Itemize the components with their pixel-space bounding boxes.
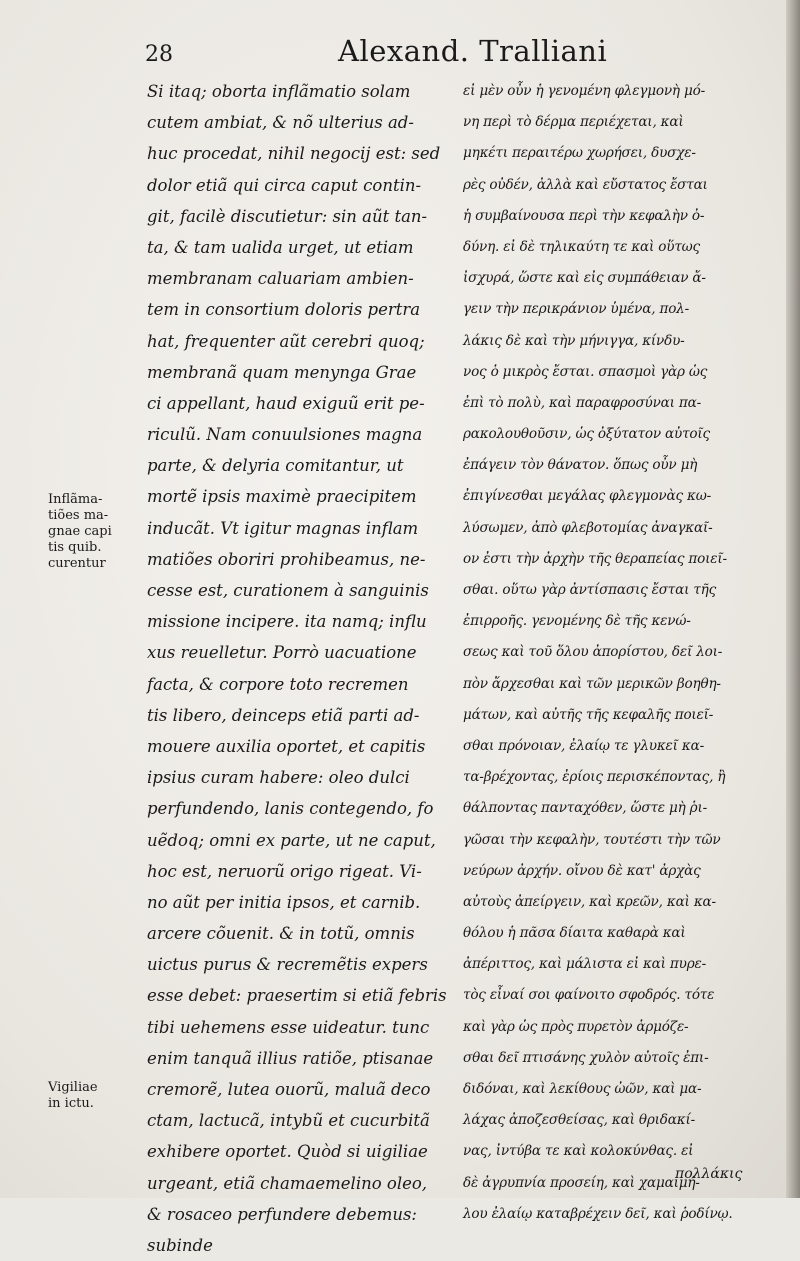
greek-text-line: νη περὶ τὸ δέρμα περιέχεται, καὶ [463, 114, 684, 131]
latin-text-line: parte, & delyria comitantur, ut [147, 456, 404, 476]
greek-text-line: τὸς εἶναί σοι φαίνοιτο σφοδρός. τότε [463, 987, 715, 1004]
greek-text-line: ἐπάγειν τὸν θάνατον. ὅπως οὖν μὴ [463, 457, 698, 474]
catchword: πολλάκις [675, 1166, 743, 1182]
latin-text-column [147, 76, 447, 1261]
greek-text-line: σεως καὶ τοῦ ὅλου ἀπορίστου, δεῖ λοι- [463, 644, 723, 661]
margin-note-line: gnae capi [48, 524, 112, 539]
margin-note-line: Vigiliae [48, 1080, 98, 1095]
greek-text-line: γειν τὴν περικράνιον ὑμένα, πολ- [463, 301, 689, 318]
greek-text-line: θάλποντας πανταχόθεν, ὥστε μὴ ῥι- [463, 800, 707, 817]
latin-text-line: matiões oboriri prohibeamus, ne- [147, 549, 426, 569]
margin-note-line: tis quib. [48, 540, 102, 555]
greek-text-line: καὶ γὰρ ὡς πρὸς πυρετὸν ἁρμόζε- [463, 1018, 689, 1035]
page-number: 28 [145, 42, 173, 67]
latin-text-line: Si itaq; oborta inflãmatio solam [147, 82, 411, 101]
latin-text-line: exhibere oportet. Quòd si uigiliae [147, 1142, 428, 1162]
greek-text-line: μάτων, καὶ αὐτῆς τῆς κεφαλῆς ποιεῖ- [463, 706, 714, 723]
latin-text-line: urgeant, etiã chamaemelino oleo, [147, 1173, 428, 1193]
latin-text-line: git, facilè discutietur: sin aũt tan- [147, 206, 428, 226]
greek-text-line: εἰ μὲν οὖν ἡ γενομένη φλεγμονὴ μό- [463, 83, 705, 99]
greek-text-line: ἐπὶ τὸ πολὺ, καὶ παραφροσύναι πα- [463, 394, 702, 411]
greek-text-line: λου ἐλαίῳ καταβρέχειν δεῖ, καὶ ῥοδίνῳ. [463, 1205, 733, 1222]
latin-text-line: tibi uehemens esse uideatur. tunc [147, 1017, 430, 1037]
margin-note-line: in ictu. [48, 1096, 94, 1111]
greek-text-line: ρακολουθοῦσιν, ὡς ὀξύτατον αὐτοῖς [463, 426, 710, 443]
greek-text-line: νεύρων ἀρχήν. οἴνου δὲ κατ' ἀρχὰς [463, 862, 701, 879]
greek-text-line: λάκις δὲ καὶ τὴν μήνιγγα, κίνδυ- [463, 332, 685, 349]
latin-text-line: esse debet: praesertim si etiã febris [147, 986, 447, 1006]
latin-text-line: tem in consortium doloris pertra [147, 300, 421, 320]
greek-text-line: λάχας ἀποζεσθείσας, καὶ θριδακί- [463, 1112, 695, 1129]
latin-text-line: hoc est, neruorũ origo rigeat. Vi- [147, 861, 422, 881]
greek-text-line: ἐπιρροῆς. γενομένης δὲ τῆς κενώ- [463, 613, 691, 630]
greek-text-line: νας, ἰντύβα τε καὶ κολοκύνθας. εἰ [463, 1143, 694, 1160]
greek-text-line: θόλου ἡ πᾶσα δίαιτα καθαρὰ καὶ [463, 925, 686, 942]
latin-text-line: uẽdoq; omni ex parte, ut ne caput, [147, 830, 436, 850]
greek-text-line: πὸν ἄρχεσθαι καὶ τῶν μερικῶν βοηθη- [463, 675, 721, 692]
latin-text-line: cremorẽ, lutea ouorũ, maluã deco [147, 1080, 431, 1099]
greek-text-line: τα-βρέχοντας, ἐρίοις περισκέποντας, ἢ [463, 769, 726, 786]
margin-note-line: tiões ma- [48, 508, 109, 523]
greek-text-line: ἡ συμβαίνουσα περὶ τὴν κεφαλὴν ὀ- [463, 207, 705, 224]
page-header [0, 34, 800, 74]
latin-text-line: ipsius curam habere: oleo dulci [147, 768, 410, 788]
greek-text-line: ἐπιγίνεσθαι μεγάλας φλεγμονὰς κω- [463, 488, 711, 505]
latin-text-line: subinde [147, 1235, 213, 1255]
latin-text-line: perfundendo, lanis contegendo, fo [147, 799, 434, 819]
latin-text-line: mouere auxilia oportet, et capitis [147, 736, 426, 756]
greek-text-line: αὐτοὺς ἀπείργειν, καὶ κρεῶν, καὶ κα- [463, 893, 716, 910]
greek-text-line: ον ἐστι τὴν ἀρχὴν τῆς θεραπείας ποιεῖ- [463, 550, 727, 567]
greek-text-line: λύσωμεν, ἀπὸ φλεβοτομίας ἀναγκαῖ- [463, 519, 713, 536]
latin-text-line: membranã quam menynga Grae [147, 362, 417, 382]
latin-text-line: enim tanquã illius ratiõe, ptisanae [147, 1048, 434, 1068]
latin-text-line: ci appellant, haud exiguũ erit pe- [147, 393, 425, 413]
greek-text-line: ἀπέριττος, καὶ μάλιστα εἰ καὶ πυρε- [463, 956, 706, 973]
margin-note-line: curentur [48, 556, 106, 571]
latin-text-line: tis libero, deinceps etiã parti ad- [147, 705, 420, 725]
latin-text-line: membranam caluariam ambien- [147, 269, 414, 289]
latin-text-line: inducãt. Vt igitur magnas inflam [147, 518, 419, 538]
latin-text-line: mortẽ ipsis maximè praecipitem [147, 487, 417, 507]
greek-text-line: δύνη. εἰ δὲ τηλικαύτη τε καὶ οὕτως [463, 238, 700, 255]
latin-text-line: uictus purus & recremẽtis expers [147, 955, 428, 975]
book-spine-shadow [786, 0, 800, 1198]
latin-text-line: & rosaceo perfundere debemus: [147, 1204, 417, 1224]
greek-text-line: νος ὁ μικρὸς ἔσται. σπασμοὶ γὰρ ὡς [463, 363, 708, 380]
latin-text-line: riculũ. Nam conuulsiones magna [147, 425, 423, 445]
latin-text-line: facta, & corpore toto recremen [147, 674, 409, 694]
latin-text-line: ctam, lactucã, intybũ et cucurbitã [147, 1111, 430, 1131]
greek-text-line: μηκέτι περαιτέρω χωρήσει, δυσχε- [463, 145, 696, 162]
greek-text-line: γῶσαι τὴν κεφαλὴν, τουτέστι τὴν τῶν [463, 831, 721, 848]
greek-text-line: διδόναι, καὶ λεκίθους ὠῶν, καὶ μα- [463, 1081, 702, 1097]
latin-text-line: cutem ambiat, & nõ ulterius ad- [147, 113, 414, 133]
margin-note-line: Inflãma- [48, 492, 103, 507]
latin-text-line: missione incipere. ita namq; influ [147, 612, 427, 632]
latin-text-line: xus reuelletur. Porrò uacuatione [147, 643, 417, 663]
greek-text-line: ἰσχυρά, ὥστε καὶ εἰς συμπάθειαν ἄ- [463, 270, 706, 287]
greek-text-line: σθαι. οὕτω γὰρ ἀντίσπασις ἔσται τῆς [463, 582, 717, 598]
greek-text-line: ρὲς οὐδέν, ἀλλὰ καὶ εὔστατος ἔσται [463, 176, 708, 193]
greek-text-line: δὲ ἀγρυπνία προσείη, καὶ χαμαιμή- [463, 1174, 700, 1191]
latin-text-line: arcere cõuenit. & in totũ, omnis [147, 924, 415, 944]
running-title: Alexand. Tralliani [338, 34, 608, 68]
latin-text-line: cesse est, curationem à sanguinis [147, 581, 429, 600]
latin-text-line: no aũt per initia ipsos, et carnib. [147, 892, 421, 912]
margin-note-inflammation [48, 492, 112, 572]
latin-text-line: hat, frequenter aũt cerebri quoq; [147, 331, 425, 351]
margin-note-vigils [48, 1080, 98, 1112]
latin-text-line: dolor etiã qui circa caput contin- [147, 175, 422, 195]
latin-text-line: huc procedat, nihil negocij est: sed [147, 144, 441, 164]
greek-text-line: σθαι δεῖ πτισάνης χυλὸν αὐτοῖς ἐπι- [463, 1049, 709, 1066]
greek-text-line: σθαι πρόνοιαν, ἐλαίῳ τε γλυκεῖ κα- [463, 737, 704, 754]
latin-text-line: ta, & tam ualida urget, ut etiam [147, 237, 414, 257]
greek-text-column [463, 76, 781, 1230]
